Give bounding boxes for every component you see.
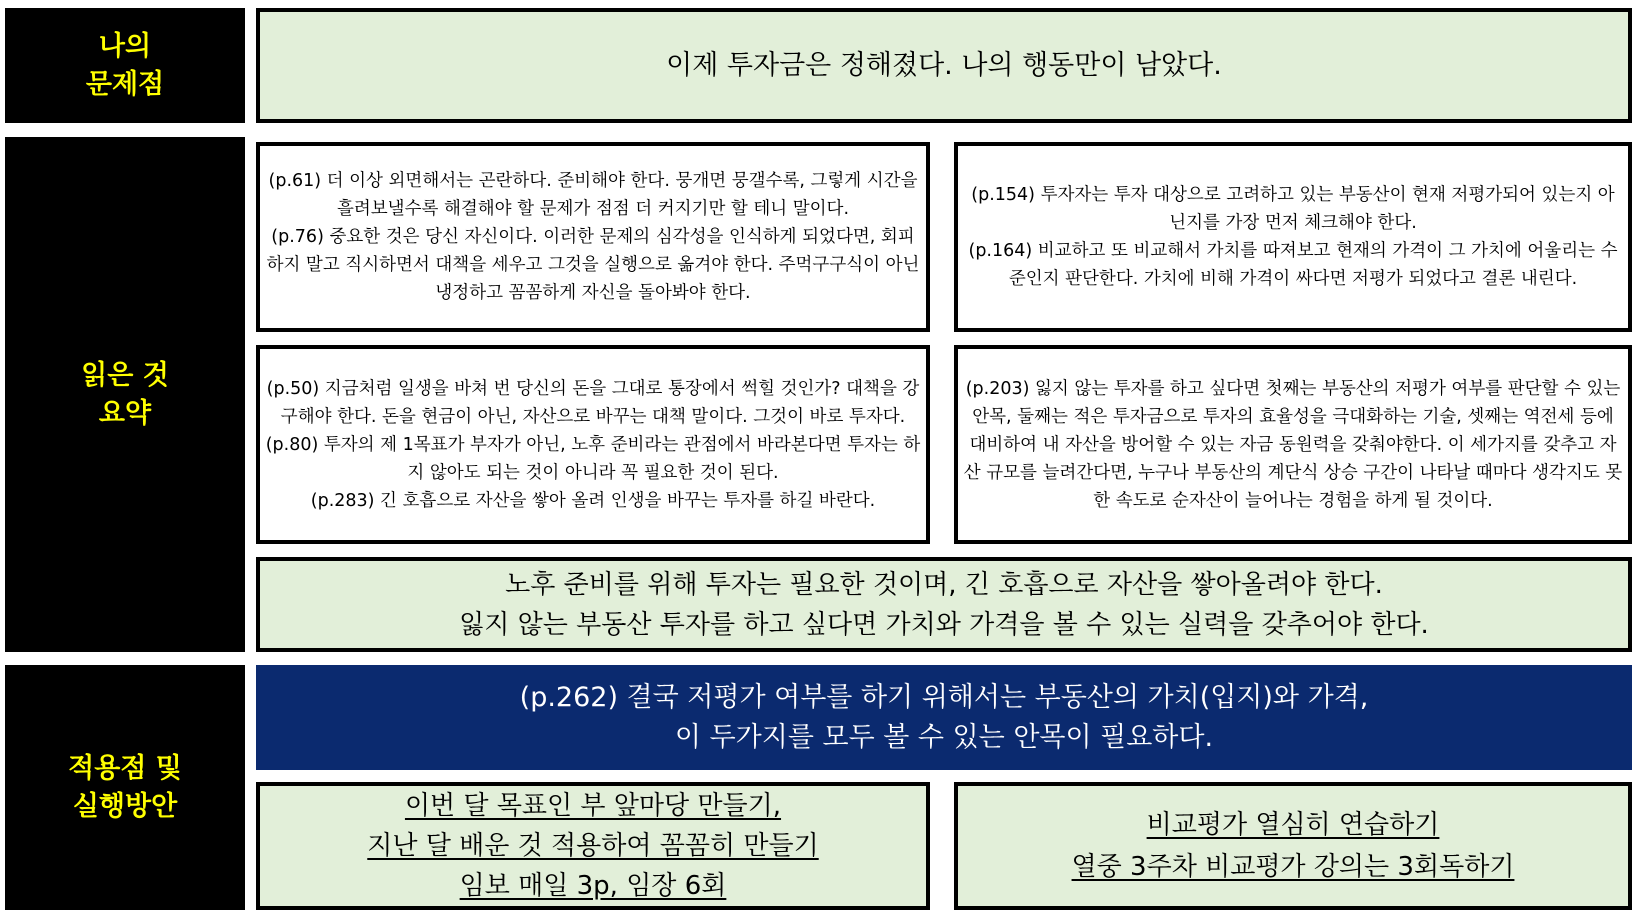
action-line: 비교평가 열심히 연습하기: [1146, 810, 1440, 840]
quote-line: 냉정하고 꼼꼼하게 자신을 돌아봐야 한다.: [435, 283, 751, 303]
quote-line: (p.283) 긴 호흡으로 자산을 쌓아 올려 인생을 바꾸는 투자를 하길 바란다.: [310, 490, 876, 511]
quote-line: (p.154) 투자자는 투자 대상으로 고려하고 있는 부동산이 현재 저평가되어 있는지 아: [971, 185, 1615, 205]
problem-text: 이제 투자금은 정해졌다. 나의 행동만이 남았다.: [666, 49, 1222, 81]
highlight-line: (p.262) 결국 저평가 여부를 하기 위해서는 부동산의 가치(입지)와 가격,: [519, 681, 1369, 713]
quote-line: (p.164) 비교하고 또 비교해서 가치를 따져보고 현재의 가격이 그 가치에 어울리는 수: [968, 241, 1618, 261]
action-line: 지난 달 배운 것 적용하여 꼼꼼히 만들기: [367, 831, 819, 861]
quote-box-3: [256, 345, 930, 544]
action-line: 열중 3주차 비교평가 강의는 3회독하기: [1071, 852, 1515, 882]
apply-label: [5, 665, 245, 910]
quote-line: (p.80) 투자의 제 1목표가 부자가 아닌, 노후 준비라는 관점에서 바라본다면 투자는 하: [265, 434, 921, 455]
quote-line: (p.61) 더 이상 외면해서는 곤란하다. 준비해야 한다. 뭉개면 뭉갤수록, 그렇게 시간을: [268, 171, 918, 191]
summary-label-line1: 읽은 것: [81, 359, 169, 391]
problem-text-box: [256, 8, 1632, 123]
action-line: 임보 매일 3p, 임장 6회: [459, 871, 727, 901]
quote-line: 준인지 판단한다. 가치에 비해 가격이 싸다면 저평가 되었다고 결론 내린다.: [1008, 269, 1578, 289]
quote-line: 지 않아도 되는 것이 아니라 꼭 필요한 것이 된다.: [407, 462, 779, 483]
action-line: 이번 달 목표인 부 앞마당 만들기,: [404, 791, 782, 821]
quote-line: (p.50) 지금처럼 일생을 바쳐 번 당신의 돈을 그대로 통장에서 썩힐 것인가? 대책을 강: [266, 378, 920, 399]
apply-label-line2: 실행방안: [72, 790, 178, 822]
quote-line: 구해야 한다. 돈을 현금이 아닌, 자산으로 바꾸는 대책 말이다. 그것이 바로 투자다.: [280, 406, 906, 427]
action-box-left: [256, 782, 930, 910]
quote-line: 하지 말고 직시하면서 대책을 세우고 그것을 실행으로 옮겨야 한다. 주먹구구식이 아닌: [266, 255, 920, 275]
quote-line: 대비하여 내 자산을 방어할 수 있는 자금 동원력을 갖춰야한다. 이 세가지를 갖추고 자: [969, 434, 1617, 455]
quote-box-2: [954, 142, 1632, 332]
problem-label-line1: 나의: [98, 30, 152, 62]
quote-box-1: [256, 142, 930, 332]
apply-label-line1: 적용점 및: [68, 752, 182, 784]
problem-label: [5, 8, 245, 123]
problem-label-line2: 문제점: [85, 68, 165, 100]
action-box-right: [954, 782, 1632, 910]
quote-line: 안목, 둘째는 적은 투자금으로 투자의 효율성을 극대화하는 기술, 셋째는 역전세 등에: [972, 406, 1614, 427]
quote-line: 한 속도로 순자산이 늘어나는 경험을 하게 될 것이다.: [1093, 490, 1493, 511]
highlight-line: 이 두가지를 모두 볼 수 있는 안목이 필요하다.: [674, 721, 1214, 753]
quote-box-4: [954, 345, 1632, 544]
apply-highlight-box: [256, 665, 1632, 770]
summary-label: [5, 137, 245, 652]
conclusion-line: 노후 준비를 위해 투자는 필요한 것이며, 긴 호흡으로 자산을 쌓아올려야 한다.: [505, 569, 1383, 600]
conclusion-line: 잃지 않는 부동산 투자를 하고 싶다면 가치와 가격을 볼 수 있는 실력을 갖추어야 한다.: [459, 609, 1429, 640]
summary-label-line2: 요약: [98, 397, 152, 429]
quote-line: (p.203) 잃지 않는 투자를 하고 싶다면 첫째는 부동산의 저평가 여부를 판단할 수 있는: [965, 378, 1621, 399]
quote-line: 산 규모를 늘려간다면, 누구나 부동산의 계단식 상승 구간이 나타날 때마다 생각지도 못: [963, 462, 1623, 483]
summary-conclusion-box: [256, 557, 1632, 652]
quote-line: (p.76) 중요한 것은 당신 자신이다. 이러한 문제의 심각성을 인식하게 되었다면, 회피: [271, 227, 915, 247]
quote-line: 닌지를 가장 먼저 체크해야 한다.: [1169, 213, 1417, 233]
quote-line: 흘려보낼수록 해결해야 할 문제가 점점 더 커지기만 할 테니 말이다.: [336, 199, 850, 219]
